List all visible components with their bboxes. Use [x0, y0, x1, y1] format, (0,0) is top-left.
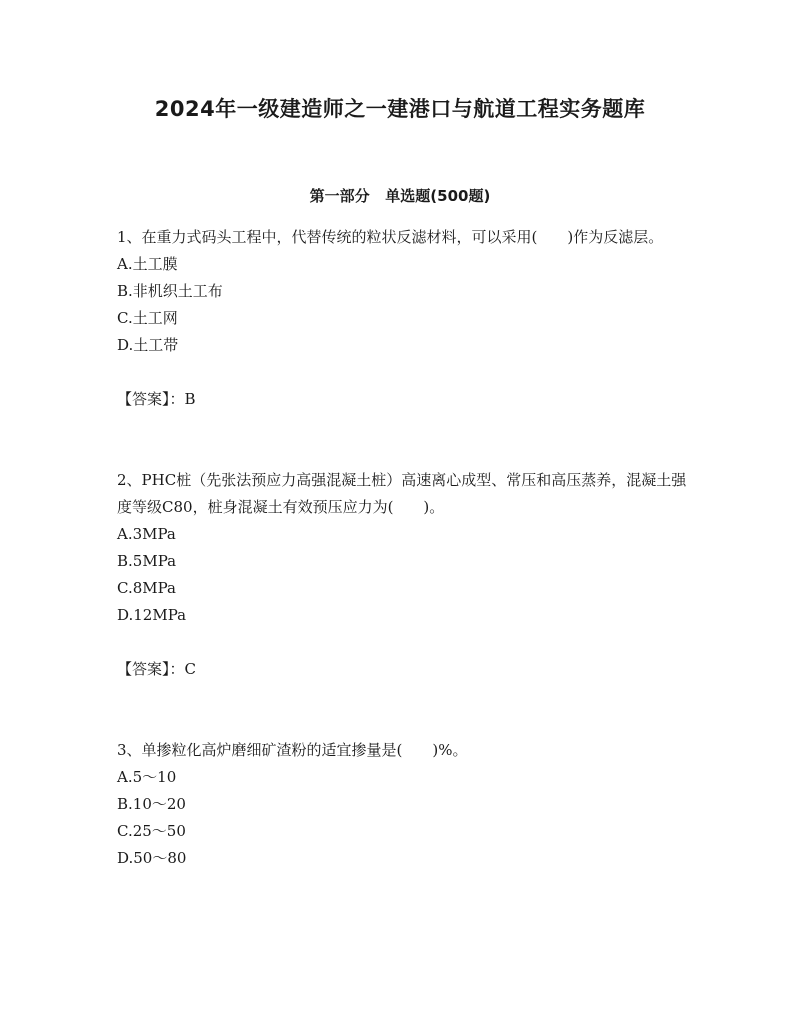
question-2: [117, 467, 687, 683]
question-stem: 2、PHC桩（先张法预应力高强混凝土桩）高速离心成型、常压和高压蒸养，混凝土强度等级C80，桩身混凝土有效预压应力为( )。: [117, 471, 687, 516]
question-1: [117, 224, 687, 413]
question-stem: 3、单掺粒化高炉磨细矿渣粉的适宜掺量是( )%。: [117, 741, 468, 759]
option-b: B.非机织土工布: [117, 282, 223, 300]
spacer: [117, 359, 687, 386]
option-c: C.25～50: [117, 822, 186, 840]
option-a: A.5～10: [117, 768, 177, 786]
spacer: [117, 413, 687, 467]
spacer: [117, 683, 687, 737]
option-a: A.土工膜: [117, 255, 178, 273]
option-d: D.50～80: [117, 849, 187, 867]
section-title: 第一部分 单选题(500题): [309, 187, 491, 205]
option-d: D.土工带: [117, 336, 179, 354]
option-d: D.12MPa: [117, 606, 187, 624]
option-b: B.10～20: [117, 795, 186, 813]
answer-label: 【答案】：B: [117, 390, 196, 408]
option-a: A.3MPa: [117, 525, 176, 543]
answer-label: 【答案】：C: [117, 660, 196, 678]
question-3: [117, 737, 687, 872]
option-c: C.8MPa: [117, 579, 176, 597]
question-list: [117, 224, 687, 872]
option-b: B.5MPa: [117, 552, 177, 570]
document-title: 2024年一级建造师之一建港口与航道工程实务题库: [154, 97, 646, 121]
spacer: [117, 629, 687, 656]
question-stem: 1、在重力式码头工程中，代替传统的粒状反滤材料，可以采用( )作为反滤层。: [117, 228, 664, 246]
option-c: C.土工网: [117, 309, 178, 327]
